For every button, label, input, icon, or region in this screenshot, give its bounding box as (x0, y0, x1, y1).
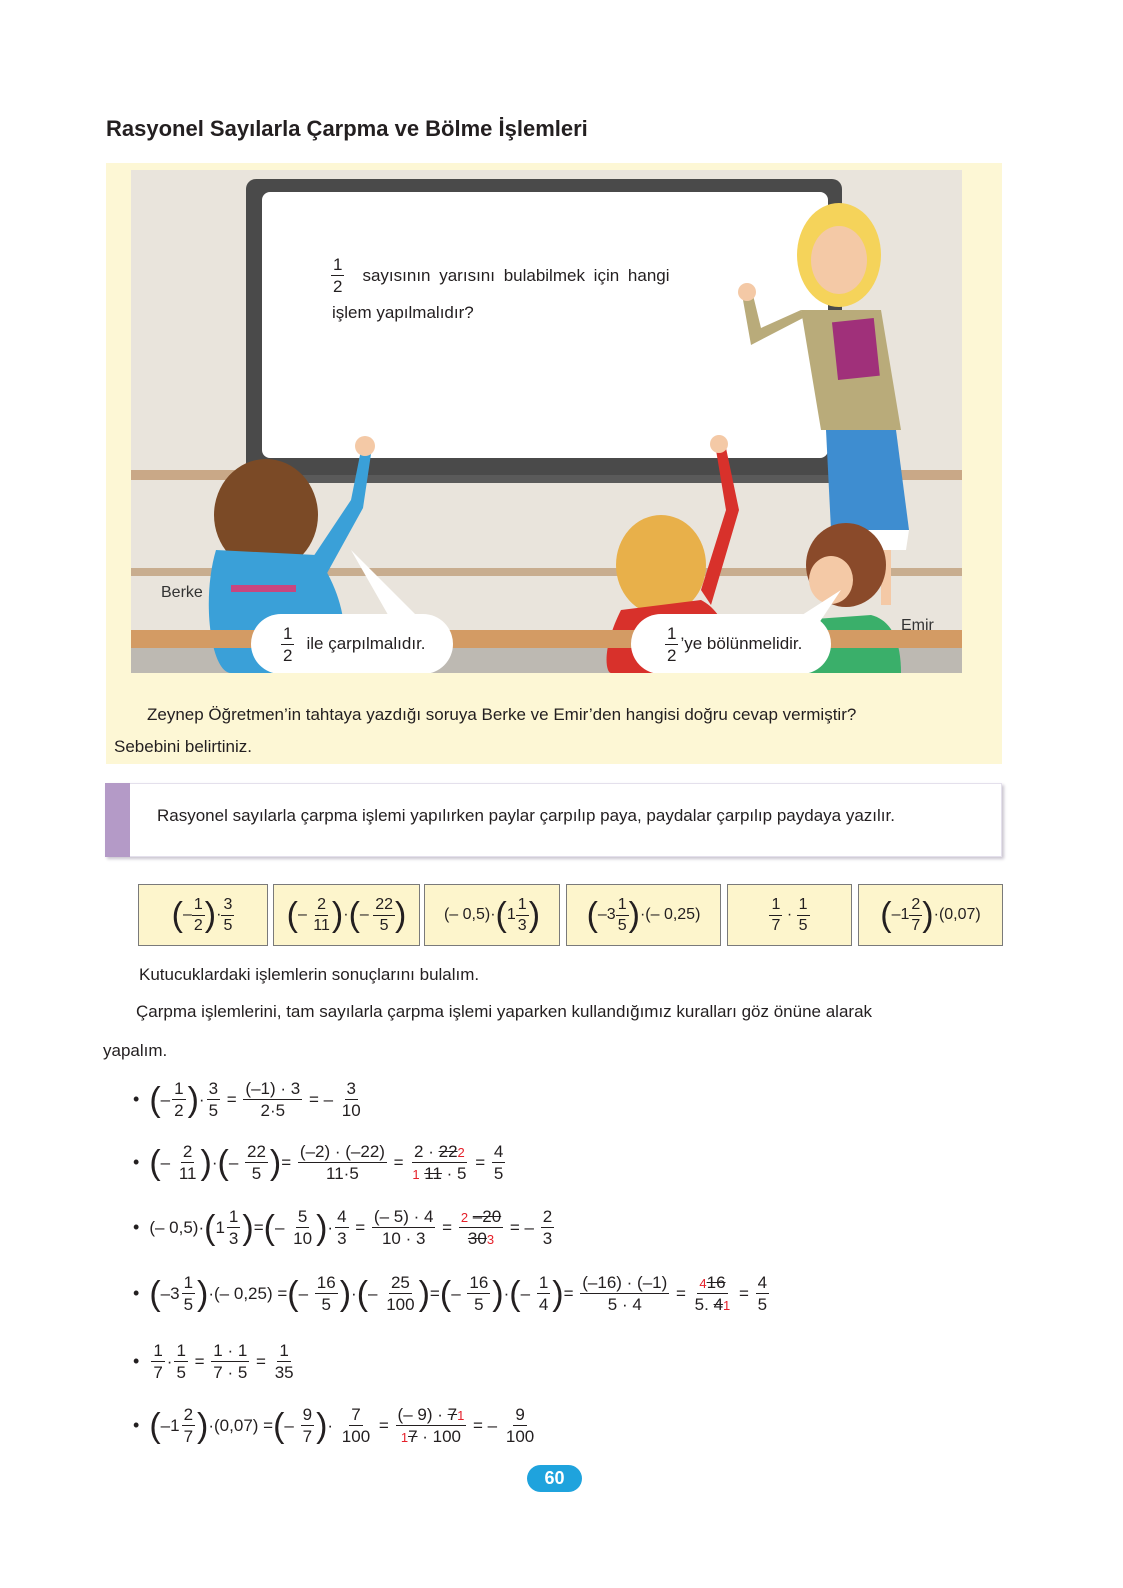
solution-line: • $\frac{1}{7}$ · $\frac{1}{5}$ = $\frac{1 \cdot 1}{7 \cdot 5}$ = $\frac{1}{35}$ (133, 1341, 294, 1382)
board-question-line2: işlem yapılmalıdır? (332, 303, 474, 322)
solution-line: • ( –3 $\frac{1}{5}$ ) ·(– 0,25) = ( – $\frac{16}{5}$ ) · ( – $\frac{25}{100}$ ) = ( – $\frac{16}{5}$ ) · ( – $\frac{1}{4}$ ) = $\frac{(-16) \cdot (-1)}{5 \cdot 4}$ = $\frac{416}{5. 41}$ = $\frac{4}{5}$ (133, 1273, 768, 1314)
solution-line: • ( –1 $\frac{2}{7}$ ) ·(0,07) = ( – $\frac{9}{7}$ ) · $\frac{7}{100}$ = $\frac{(- 9) \cdot 71}{17 \cdot 100}$ = – $\frac{9}{100}$ (133, 1405, 535, 1446)
page-title: Rasyonel Sayılarla Çarpma ve Bölme İşlemleri (106, 116, 588, 141)
question-line1: Zeynep Öğretmen’in tahtaya yazdığı soruya Berke ve Emir’den hangisi doğru cevap vermiştir? (147, 705, 857, 724)
bubble-fraction: $\frac{1}{2}$ (283, 623, 293, 665)
paragraph-2-line2: yapalım. (103, 1041, 168, 1060)
solution-line: • (– 0,5)· ( 1 $\frac{1}{3}$ ) = ( – $\frac{5}{10}$ ) · $\frac{4}{3}$ = $\frac{(- 5) \cdot 4}{10 \cdot 3}$ = $\frac{2 -20}{303}$ = – $\frac{2}{3}$ (133, 1207, 553, 1248)
solution-line: • ( – $\frac{1}{2}$ ) · $\frac{3}{5}$ = $\frac{(-1) \cdot 3}{2\cdot 5}$ = – $\frac{3}{10}$ (133, 1079, 361, 1120)
operation-box: $\frac{1}{7}$ · $\frac{1}{5}$ (727, 884, 852, 946)
operation-box: ( –1 $\frac{2}{7}$ ) ·(0,07) (858, 884, 1003, 946)
speech-bubble-emir: $\frac{1}{2}$ ’ye bölünmelidir. (631, 614, 831, 673)
label-berke: Berke (161, 584, 203, 601)
rule-text: Rasyonel sayılarla çarpma işlemi yapılırken paylar çarpılıp paya, paydalar çarpılıp paydaya yazılır. (157, 806, 895, 825)
operation-box: ( – $\frac{2}{11}$ ) · ( – $\frac{22}{5}$ ) (273, 884, 420, 946)
operation-box: ( – $\frac{1}{2}$ ) · $\frac{3}{5}$ (138, 884, 268, 946)
solution-line: • ( – $\frac{2}{11}$ ) · ( – $\frac{22}{5}$ ) = $\frac{(-2) \cdot (-22)}{11\cdot 5}$ = $\frac{2 \cdot 222}{1 11 \cdot 5}$ = $\frac{4}{5}$ (133, 1142, 504, 1183)
classroom-illustration (131, 170, 962, 673)
operation-box: (– 0,5)· ( 1 $\frac{1}{3}$ ) (424, 884, 560, 946)
rule-accent-bar (105, 783, 130, 857)
board-fraction: $\frac{1}{2}$ (333, 255, 343, 296)
operation-box: ( –3 $\frac{1}{5}$ ) ·(– 0,25) (566, 884, 721, 946)
question-line2: Sebebini belirtiniz. (114, 737, 252, 756)
bubble-fraction: $\frac{1}{2}$ (667, 623, 677, 665)
page-number: 60 (527, 1465, 582, 1492)
board-question: $\frac{1}{2}$ sayısının yarısını bulabilmek için hangi (333, 255, 670, 296)
speech-bubble-berke: $\frac{1}{2}$ ile çarpılmalıdır. (251, 614, 453, 673)
paragraph-1: Kutucuklardaki işlemlerin sonuçlarını bulalım. (139, 965, 480, 984)
paragraph-2-line1: Çarpma işlemlerini, tam sayılarla çarpma işlemi yaparken kullandığımız kuralları göz önüne alarak (136, 1002, 873, 1021)
label-emir: Emir (901, 617, 934, 634)
